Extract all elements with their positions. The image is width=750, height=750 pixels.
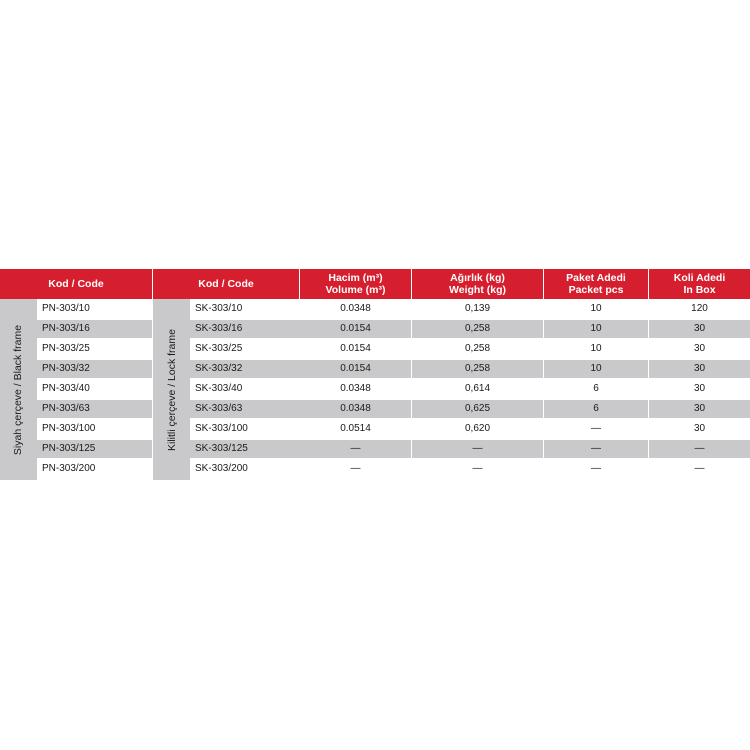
header-code-right <box>153 269 299 299</box>
pn-code-cell: PN-303/63 <box>42 403 90 414</box>
header-box-en: In Box <box>683 284 716 296</box>
table-row <box>37 360 152 378</box>
volume-cell: 0.0348 <box>340 303 371 314</box>
sk-code-cell: SK-303/32 <box>195 363 243 374</box>
sk-code-cell: SK-303/10 <box>195 303 243 314</box>
table-row <box>190 320 750 338</box>
box-cell: 30 <box>693 403 706 414</box>
volume-cell: 0.0154 <box>340 343 371 354</box>
volume-cell: 0.0154 <box>340 323 371 334</box>
column-divider <box>543 299 544 480</box>
pn-code-cell: PN-303/200 <box>42 463 96 474</box>
box-cell: 120 <box>691 303 708 314</box>
box-cell: — <box>694 443 705 454</box>
volume-cell: 0.0348 <box>340 383 371 394</box>
column-divider <box>648 299 649 480</box>
spec-table <box>0 269 750 480</box>
packet-cell: — <box>591 423 601 434</box>
weight-cell: — <box>472 463 483 474</box>
sk-code-cell: SK-303/40 <box>195 383 243 394</box>
group-label-lock-frame <box>153 299 190 480</box>
column-divider <box>152 299 153 480</box>
pn-code-cell: PN-303/16 <box>42 323 90 334</box>
packet-cell: 6 <box>593 403 599 414</box>
packet-cell: 10 <box>590 343 602 354</box>
sk-code-cell: SK-303/63 <box>195 403 243 414</box>
header-weight-en: Weight (kg) <box>449 284 506 296</box>
header-box <box>649 269 750 299</box>
header-code-right-label: Kod / Code <box>198 278 254 290</box>
box-cell: 30 <box>693 343 706 354</box>
weight-cell: 0,258 <box>464 343 491 354</box>
pn-code-cell: PN-303/100 <box>42 423 96 434</box>
header-divider <box>299 269 300 299</box>
table-row <box>37 460 152 478</box>
column-divider <box>411 299 412 480</box>
header-code-left <box>0 269 152 299</box>
header-packet-tr: Paket Adedi <box>566 272 626 284</box>
table-row <box>37 400 152 418</box>
weight-cell: 0,139 <box>464 303 491 314</box>
weight-cell: 0,620 <box>464 423 491 434</box>
volume-cell: 0.0348 <box>340 403 371 414</box>
group-label-black-frame-text: Siyah çerçeve / Black frame <box>12 324 25 455</box>
header-divider <box>152 269 153 299</box>
weight-cell: 0,614 <box>464 383 491 394</box>
header-volume-en: Volume (m³) <box>325 284 386 296</box>
sk-code-cell: SK-303/25 <box>195 343 243 354</box>
volume-cell: — <box>350 443 361 454</box>
table-row <box>37 380 152 398</box>
header-divider <box>648 269 649 299</box>
table-row <box>37 420 152 438</box>
header-weight <box>412 269 543 299</box>
header-volume-tr: Hacim (m³) <box>328 272 383 284</box>
volume-cell: — <box>350 463 361 474</box>
pn-code-cell: PN-303/32 <box>42 363 90 374</box>
table-row <box>190 340 750 358</box>
pn-code-cell: PN-303/25 <box>42 343 90 354</box>
packet-cell: — <box>591 443 601 454</box>
table-row <box>37 300 152 318</box>
pn-code-cell: PN-303/125 <box>42 443 96 454</box>
volume-cell: 0.0514 <box>340 423 371 434</box>
box-cell: 30 <box>693 383 706 394</box>
packet-cell: — <box>591 463 601 474</box>
table-row <box>190 360 750 378</box>
header-code-left-label: Kod / Code <box>48 278 104 290</box>
volume-cell: 0.0154 <box>340 363 371 374</box>
table-row <box>190 440 750 458</box>
table-row <box>190 300 750 318</box>
pn-code-cell: PN-303/40 <box>42 383 90 394</box>
packet-cell: 10 <box>590 303 602 314</box>
box-cell: 30 <box>693 363 706 374</box>
header-volume <box>300 269 411 299</box>
sk-code-cell: SK-303/16 <box>195 323 243 334</box>
weight-cell: 0,258 <box>464 363 491 374</box>
table-row <box>37 340 152 358</box>
box-cell: — <box>694 463 705 474</box>
weight-cell: 0,258 <box>464 323 491 334</box>
table-row <box>190 380 750 398</box>
header-packet-en: Packet pcs <box>568 284 624 296</box>
table-row <box>190 460 750 478</box>
table-row <box>190 400 750 418</box>
sk-code-cell: SK-303/125 <box>195 443 248 454</box>
sk-code-cell: SK-303/100 <box>195 423 248 434</box>
table-row <box>37 440 152 458</box>
header-box-tr: Koli Adedi <box>673 272 726 284</box>
weight-cell: — <box>472 443 483 454</box>
weight-cell: 0,625 <box>464 403 491 414</box>
group-label-black-frame <box>0 299 37 480</box>
group-label-lock-frame-text: Kilitli çerçeve / Lock frame <box>165 328 178 451</box>
header-weight-tr: Ağırlık (kg) <box>450 272 505 284</box>
box-cell: 30 <box>693 423 706 434</box>
packet-cell: 6 <box>593 383 599 394</box>
sk-code-cell: SK-303/200 <box>195 463 248 474</box>
header-divider <box>411 269 412 299</box>
packet-cell: 10 <box>590 323 602 334</box>
box-cell: 30 <box>693 323 706 334</box>
table-row <box>190 420 750 438</box>
header-packet <box>544 269 648 299</box>
pn-code-cell: PN-303/10 <box>42 303 90 314</box>
header-divider <box>543 269 544 299</box>
packet-cell: 10 <box>590 363 602 374</box>
table-row <box>37 320 152 338</box>
